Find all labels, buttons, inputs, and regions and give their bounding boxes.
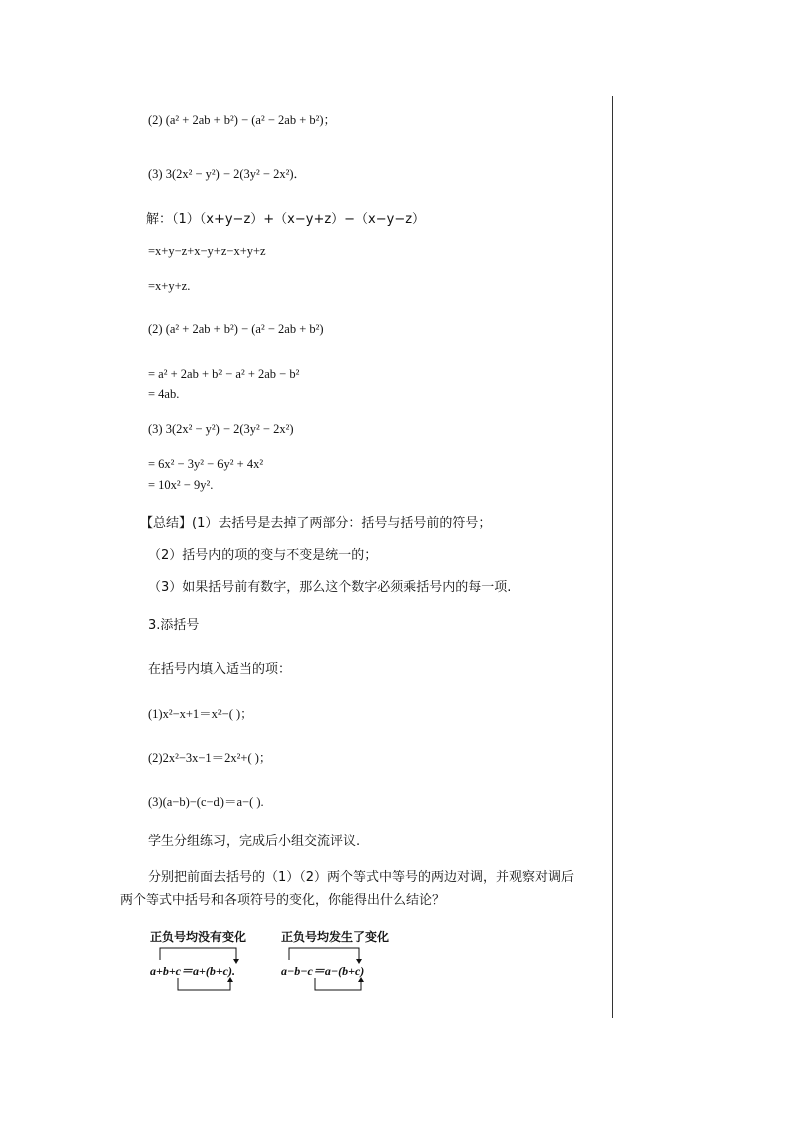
solution-1-step-2: =x+y+z. — [148, 279, 191, 293]
question-2: (2)2x²−3x−1＝2x²+( )； — [148, 751, 272, 765]
summary-line-2: （2）括号内的项的变与不变是统一的； — [148, 548, 378, 563]
problem-2: (2) (a² + 2ab + b²) − (a² − 2ab + b²)； — [148, 113, 337, 127]
section-3-instruction: 在括号内填入适当的项： — [148, 662, 292, 677]
solution-3-head: (3) 3(2x² − y²) − 2(3y² − 2x²) — [148, 422, 294, 436]
solution-3-step-2: = 10x² − 9y². — [148, 478, 214, 492]
group-practice: 学生分组练习，完成后小组交流评议. — [148, 834, 361, 849]
solution-2-step-1: = a² + 2ab + b² − a² + 2ab − b² — [148, 367, 300, 381]
diagram-left-title: 正负号均没有变化 — [150, 930, 247, 944]
solution-2-head: (2) (a² + 2ab + b²) − (a² − 2ab + b²) — [148, 322, 324, 336]
problem-3: (3) 3(2x² − y²) − 2(3y² − 2x²)． — [148, 167, 306, 181]
paragraph-line-1: 分别把前面去括号的（1）（2）两个等式中等号的两边对调，并观察对调后 — [148, 870, 575, 885]
solution-intro: 解：（1）（x+y−z）+（x−y+z）−（x−y−z） — [146, 212, 426, 227]
solution-1-step-1: =x+y−z+x−y+z−x+y+z — [148, 244, 266, 258]
solution-3-step-1: = 6x² − 3y² − 6y² + 4x² — [148, 457, 264, 471]
summary-line-1: 【总结】(1）去括号是去掉了两部分：括号与括号前的符号； — [140, 516, 492, 531]
margin-rule — [612, 96, 613, 1018]
diagram-right-title: 正负号均发生了变化 — [281, 930, 390, 944]
question-3: (3)(a−b)−(c−d)＝a−( ). — [148, 795, 264, 809]
summary-line-3: （3）如果括号前有数字，那么这个数字必须乘括号内的每一项. — [148, 580, 512, 595]
paragraph-line-2: 两个等式中括号和各项符号的变化，你能得出什么结论？ — [120, 893, 446, 908]
section-3-heading: 3.添括号 — [148, 618, 200, 633]
question-1: (1)x²−x+1＝x²−( )； — [148, 707, 253, 721]
diagram-left-equation: a+b+c＝a+(b+c). — [150, 964, 235, 978]
solution-2-step-2: = 4ab. — [148, 387, 180, 401]
diagram-right-equation: a−b−c＝a−(b+c) — [281, 964, 365, 978]
